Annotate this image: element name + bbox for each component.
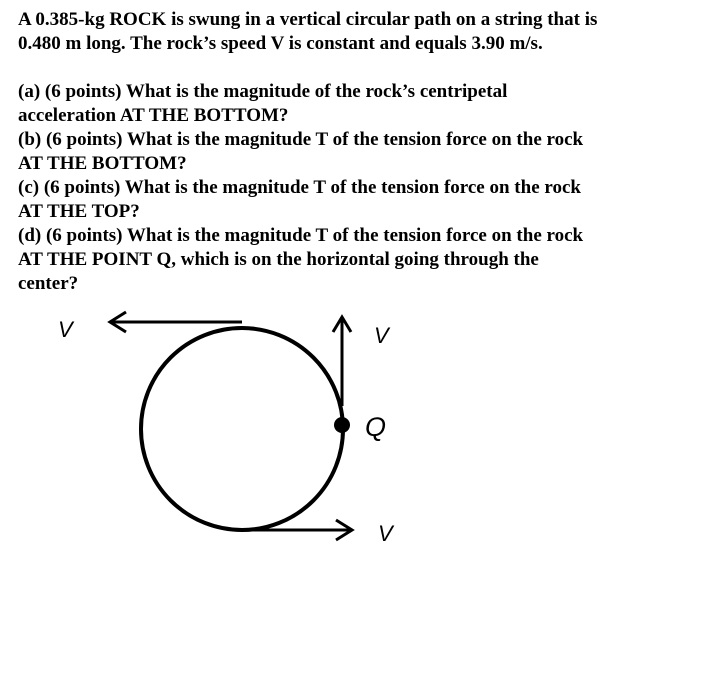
intro-line: A 0.385-kg ROCK is swung in a vertical circular path on a string that is [18,9,598,30]
part-c-line: (c) (6 points) What is the magnitude T of the tension force on the rock [18,177,581,198]
label-v-bottom: V [378,521,393,546]
part-d [18,224,708,296]
part-d-line: (d) (6 points) What is the magnitude T of the tension force on the rock [18,225,584,246]
label-v-right: V [374,323,389,348]
part-a-line: acceleration AT THE BOTTOM? [18,105,289,126]
problem-intro [18,8,708,56]
part-d-line: AT THE POINT Q, which is on the horizontal going through the [18,249,539,270]
part-b-line: (b) (6 points) What is the magnitude T of the tension force on the rock [18,129,584,150]
part-d-line: center? [18,273,79,294]
part-a [18,80,708,128]
velocity-arrow-bottom [242,520,352,540]
circular-path [141,328,343,530]
intro-line: 0.480 m long. The rock’s speed V is constant and equals 3.90 m/s. [18,33,543,54]
part-b-line: AT THE BOTTOM? [18,153,187,174]
label-q: Q [365,412,387,442]
part-a-line: (a) (6 points) What is the magnitude of the rock’s centripetal [18,81,508,102]
rock-dot [334,417,350,433]
part-b [18,128,708,176]
part-c-line: AT THE TOP? [18,201,140,222]
problem-text [18,8,708,296]
circular-path-diagram [0,300,718,560]
part-c [18,176,708,224]
label-v-top: V [58,317,73,342]
